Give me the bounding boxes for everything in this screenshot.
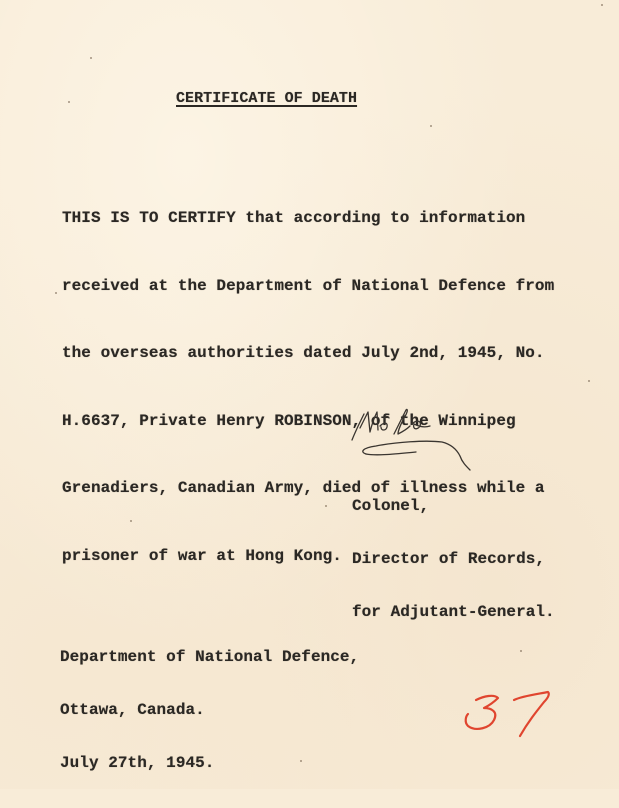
issuer-block: [60, 613, 359, 808]
paper-speck: [55, 292, 57, 294]
paper-speck: [430, 125, 432, 127]
document-title: CERTIFICATE OF DEATH: [176, 90, 358, 107]
paper-speck: [68, 101, 70, 103]
issue-date: July 27th, 1945.: [60, 754, 215, 772]
paper-speck: [588, 380, 590, 382]
issuer-location: Ottawa, Canada.: [60, 701, 205, 719]
signatory-rank: Colonel,: [352, 497, 430, 515]
body-line: THIS IS TO CERTIFY that according to information: [62, 209, 526, 227]
signatory-title: Director of Records,: [352, 550, 546, 568]
body-line: the overseas authorities dated July 2nd, 1945, No.: [62, 344, 545, 363]
signatory-on-behalf: for Adjutant-General.: [352, 603, 555, 621]
handwritten-page-number-icon: [458, 686, 554, 742]
paper-speck: [601, 4, 603, 6]
body-line: prisoner of war at Hong Kong.: [62, 546, 342, 565]
paper-speck: [90, 57, 92, 59]
body-line: Grenadiers, Canadian Army, died of illness while a: [62, 479, 545, 498]
body-line: received at the Department of National Defence from: [62, 276, 555, 295]
signatory-block: [352, 462, 555, 657]
body-line: H.6637, Private Henry ROBINSON, of the Winnipeg: [62, 411, 516, 430]
issuer-department: Department of National Defence,: [60, 648, 360, 666]
